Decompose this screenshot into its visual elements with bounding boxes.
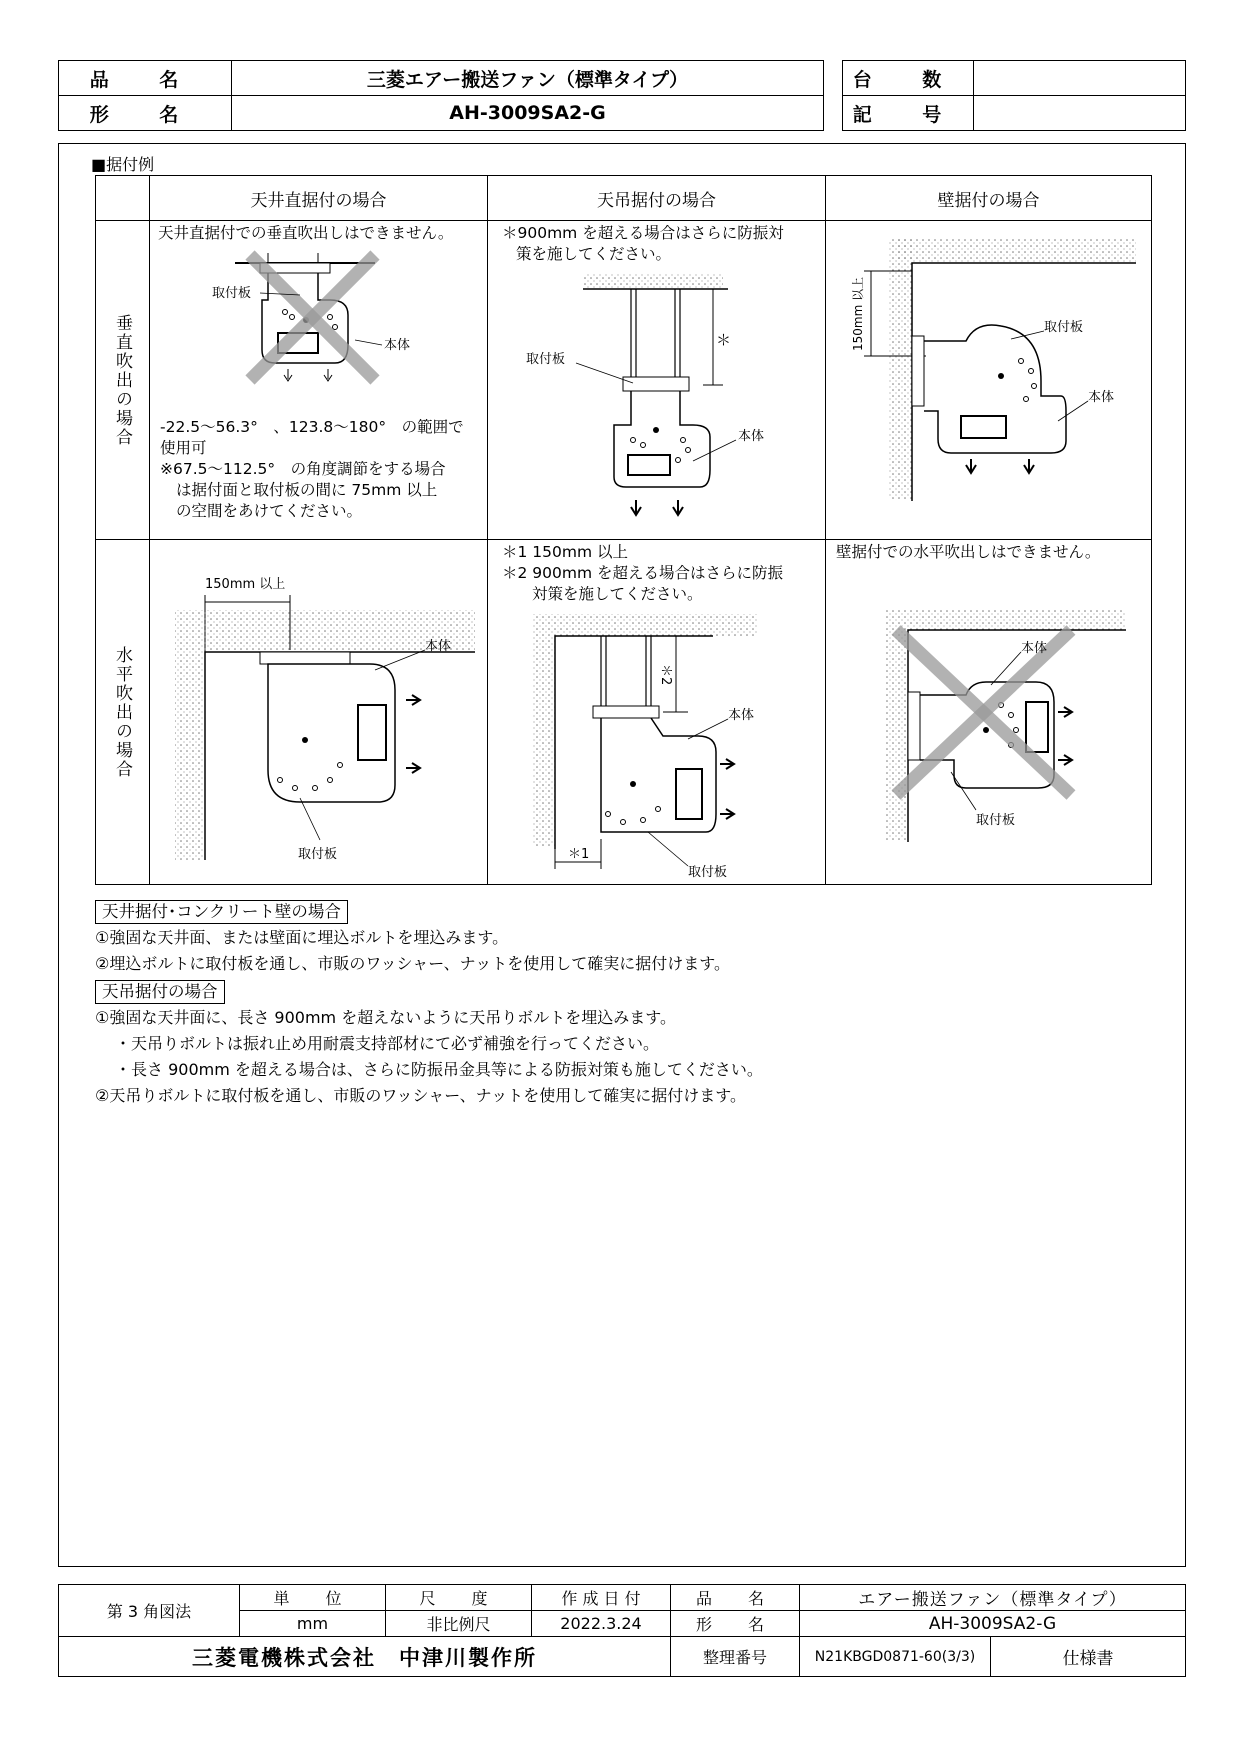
diagram-ceiling-direct-horizontal (150, 540, 487, 884)
hang-body-label: 本体 (738, 429, 765, 444)
cell-vertical-ceiling-hang (488, 221, 826, 540)
note2-line3: の空間をあけてください。 (176, 502, 363, 520)
model-value: AH-3009SA2-G (232, 96, 824, 131)
cell-horizontal-wall (826, 540, 1152, 885)
instruction-line-2: ②埋込ボルトに取付板を通し、市販のワッシャー、ナットを使用して確実に据付けます。 (95, 954, 730, 973)
product-name: 三菱エアー搬送ファン（標準タイプ） (232, 61, 824, 96)
unit-label: 単 位 (240, 1585, 386, 1611)
doc-type: 仕様書 (991, 1637, 1186, 1677)
quantity-value (974, 61, 1186, 96)
footer-table (58, 1584, 1186, 1677)
footer-name: エアー搬送ファン（標準タイプ） (800, 1585, 1186, 1611)
hang-note-2: 策を施してください。 (516, 245, 672, 263)
corner-cell (96, 176, 150, 221)
diagram-wall-vertical (826, 221, 1151, 539)
cell-horizontal-ceiling-direct (150, 540, 488, 885)
hch-plate-label: 取付板 (688, 865, 728, 880)
diagram-wall-horizontal (826, 580, 1151, 880)
row-label-horizontal: 水平吹出の場合 (96, 540, 150, 885)
model-label: 形 名 (59, 96, 232, 131)
hcd-plate-label: 取付板 (298, 847, 338, 862)
range-text-1: -22.5～56.3° 、123.8～180° の範囲で (160, 418, 464, 436)
hang-plate-label: 取付板 (526, 352, 566, 367)
symbol-label: 記 号 (843, 96, 974, 131)
projection: 第 3 角図法 (59, 1585, 240, 1637)
section-title: ■据付例 (91, 155, 155, 174)
header-table (58, 60, 824, 131)
diagram-ceiling-hang-vertical (488, 265, 825, 535)
hch-dim1: ＊1 (568, 847, 590, 862)
hw-plate-label: 取付板 (976, 813, 1016, 828)
col-header-wall: 壁据付の場合 (826, 176, 1152, 221)
col-header-ceiling-direct: 天井直据付の場合 (150, 176, 488, 221)
instruction-line-5: ・長さ 900mm を超える場合は、さらに防振吊金具等による防振対策も施してください。 (115, 1060, 763, 1079)
date-value: 2022.3.24 (532, 1611, 671, 1637)
range-text-2: 使用可 (160, 439, 207, 457)
instruction-line-6: ②天吊りボルトに取付板を通し、市販のワッシャー、ナットを使用して確実に据付けます。 (95, 1086, 746, 1105)
footer-model-label: 形 名 (671, 1611, 800, 1637)
diagram-ceiling-hang-horizontal (488, 604, 825, 884)
product-name-label: 品 名 (59, 61, 232, 96)
ref-number: N21KBGD0871-60(3/3) (800, 1637, 991, 1677)
cell-vertical-ceiling-direct (150, 221, 488, 540)
diagram-ceiling-direct-vertical (150, 245, 487, 445)
footer-model: AH-3009SA2-G (800, 1611, 1186, 1637)
hw-note: 壁据付での水平吹出しはできません。 (836, 543, 1101, 561)
col-header-ceiling-hang: 天吊据付の場合 (488, 176, 826, 221)
instruction-line-3: ①強固な天井面に、長さ 900mm を超えないように天吊りボルトを埋込みます。 (95, 1008, 676, 1027)
instruction-line-1: ①強固な天井面、または壁面に埋込ボルトを埋込みます。 (95, 928, 509, 947)
company-name: 三菱電機株式会社 中津川製作所 (59, 1637, 671, 1677)
note2-line1: ※67.5～112.5° の角度調節をする場合 (160, 460, 446, 478)
instruction-title-1: 天井据付･コンクリート壁の場合 (95, 899, 348, 925)
ref-label: 整理番号 (671, 1637, 800, 1677)
hcd-dim-label: 150mm 以上 (205, 577, 286, 592)
row-label-vertical: 垂直吹出の場合 (96, 221, 150, 540)
wall-dim-label: 150mm 以上 (851, 276, 865, 351)
cell-vertical-wall (826, 221, 1152, 540)
name-label: 品 名 (671, 1585, 800, 1611)
hang-note-1: ＊900mm を超える場合はさらに防振対 (502, 224, 784, 242)
quantity-label: 台 数 (843, 61, 974, 96)
dim-star: ＊ (716, 331, 732, 349)
scale-value: 非比例尺 (386, 1611, 532, 1637)
hch-dim2: ＊2 (658, 664, 673, 686)
hch-note-2: ＊2 900mm を超える場合はさらに防振 (502, 564, 783, 582)
hw-body-label: 本体 (1021, 641, 1048, 656)
note2-line2: は据付面と取付板の間に 75mm 以上 (176, 481, 438, 499)
wall-plate-label: 取付板 (1044, 320, 1084, 335)
cell-horizontal-ceiling-hang (488, 540, 826, 885)
scale-label: 尺 度 (386, 1585, 532, 1611)
hch-note-1: ＊1 150mm 以上 (502, 543, 628, 561)
wall-body-label: 本体 (1088, 390, 1115, 405)
date-label: 作 成 日 付 (532, 1585, 671, 1611)
symbol-value (974, 96, 1186, 131)
hch-body-label: 本体 (728, 708, 755, 723)
note-no-vertical: 天井直据付での垂直吹出しはできません。 (158, 224, 454, 242)
instruction-title-2: 天吊据付の場合 (95, 979, 225, 1005)
label-body: 本体 (384, 338, 411, 353)
hcd-body-label: 本体 (425, 639, 452, 654)
installation-grid (95, 175, 1152, 885)
unit-value: mm (240, 1611, 386, 1637)
main-frame (58, 143, 1186, 1567)
label-plate: 取付板 (212, 286, 252, 301)
instruction-line-4: ・天吊りボルトは振れ止め用耐震支持部材にて必ず補強を行ってください。 (115, 1034, 660, 1053)
hch-note-3: 対策を施してください。 (532, 585, 703, 603)
header-right-table (842, 60, 1186, 131)
